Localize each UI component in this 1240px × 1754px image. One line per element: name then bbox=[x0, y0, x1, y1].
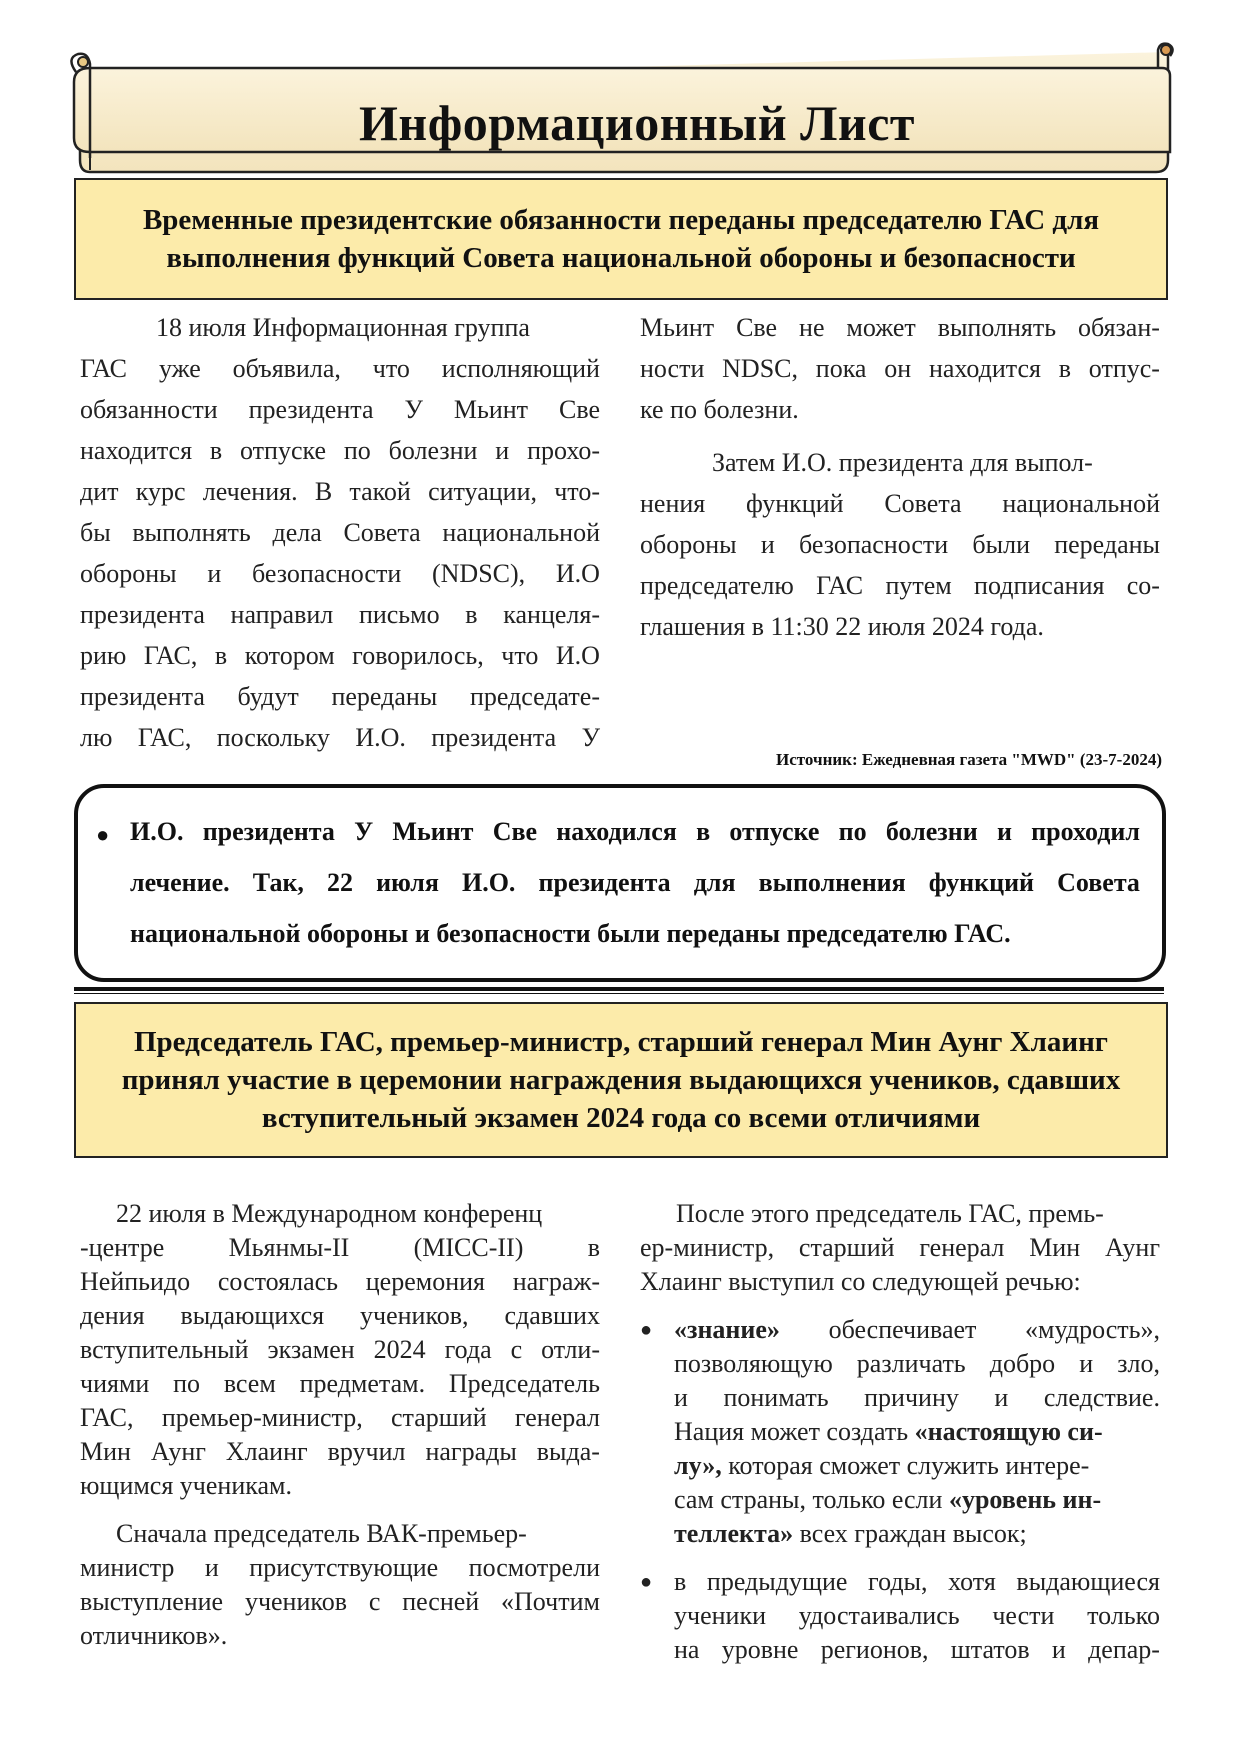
article2-right-column bbox=[640, 1197, 1160, 1667]
text-line: глашения в 11:30 22 июля 2024 года. bbox=[640, 612, 1044, 641]
source-citation: Источник: Ежедневная газета "MWD" (23-7-2024) bbox=[776, 750, 1162, 769]
text-line: чиями по всем предметам. Председатель bbox=[80, 1369, 600, 1398]
text-line: отличников». bbox=[80, 1621, 228, 1650]
headline-line: вступительный экзамен 2024 года со всеми отличиями bbox=[261, 1102, 981, 1134]
text-line: -центре Мьянмы-II (MICC-II) в bbox=[80, 1233, 600, 1262]
text-line: нения функций Совета национальной bbox=[640, 489, 1160, 518]
text-line: теллекта» всех граждан высок; bbox=[674, 1519, 1027, 1548]
text-line: После этого председатель ГАС, премь- bbox=[676, 1199, 1104, 1228]
text-line: бы выполнять дела Совета национальной bbox=[80, 518, 600, 547]
text-line: Мин Аунг Хлаинг вручил награды выда- bbox=[80, 1437, 600, 1466]
page-title: Информационный Лист bbox=[359, 95, 915, 151]
list-item bbox=[640, 1313, 1160, 1551]
summary-box bbox=[74, 784, 1166, 982]
text-line: Нейпьидо состоялась церемония награж- bbox=[80, 1267, 600, 1296]
text-line: дения выдающихся учеников, сдавших bbox=[80, 1301, 600, 1330]
bullet-icon: ● bbox=[640, 1319, 653, 1341]
text-line: «знание» обеспечивает «мудрость», bbox=[674, 1315, 1160, 1344]
text-line: ер-министр, старший генерал Мин Аунг bbox=[640, 1233, 1160, 1262]
list-item bbox=[640, 1565, 1160, 1667]
text-line: дит курс лечения. В такой ситуации, что- bbox=[80, 477, 600, 506]
article1-headline bbox=[74, 178, 1168, 300]
summary-line: И.О. президента У Мьинт Све находился в отпуске по болезни и проходил bbox=[130, 817, 1140, 846]
headline-line: Председатель ГАС, премьер-министр, старший генерал Мин Аунг Хлаинг bbox=[134, 1026, 1108, 1058]
text-line: президента будут переданы председате- bbox=[80, 682, 600, 711]
text-line: находится в отпуске по болезни и прохо- bbox=[80, 436, 600, 465]
article2-left-column bbox=[80, 1197, 600, 1653]
text-line: сам страны, только если «уровень ин- bbox=[674, 1485, 1102, 1514]
bullet-icon: ● bbox=[96, 822, 110, 847]
text-line: позволяющую различать добро и зло, bbox=[674, 1349, 1160, 1378]
text-line: министр и присутствующие посмотрели bbox=[80, 1553, 600, 1582]
text-line: ученики удостаивались чести только bbox=[674, 1601, 1160, 1630]
text-line: в предыдущие годы, хотя выдающиеся bbox=[674, 1567, 1160, 1596]
text-line: 22 июля в Международном конференц bbox=[116, 1199, 543, 1228]
text-line: выступление учеников с песней «Почтим bbox=[80, 1587, 600, 1616]
text-line: Затем И.О. президента для выпол- bbox=[712, 448, 1093, 477]
text-line: обязанности президента У Мьинт Све bbox=[80, 395, 600, 424]
text-line: Мьинт Све не может выполнять обязан- bbox=[640, 313, 1160, 342]
headline-line: Временные президентские обязанности переданы председателю ГАС для bbox=[142, 204, 1100, 236]
text-line: 18 июля Информационная группа bbox=[156, 313, 530, 342]
text-line: ГАС уже объявила, что исполняющий bbox=[80, 354, 600, 383]
summary-line: лечение. Так, 22 июля И.О. президента для выполнения функций Совета bbox=[130, 868, 1140, 897]
text-line: ке по болезни. bbox=[640, 395, 799, 424]
text-line: Нация может создать «настоящую си- bbox=[674, 1417, 1103, 1446]
text-line: лю ГАС, поскольку И.О. президента У bbox=[80, 723, 600, 752]
text-line: ности NDSC, пока он находится в отпус- bbox=[640, 354, 1160, 383]
text-line: ГАС, премьер-министр, старший генерал bbox=[80, 1403, 600, 1432]
text-line: лу», которая сможет служить интере- bbox=[674, 1451, 1090, 1480]
text-line: Сначала председатель ВАК-премьер- bbox=[116, 1519, 527, 1548]
text-line: президента направил письмо в канцеля- bbox=[80, 600, 600, 629]
headline-line: выполнения функций Совета национальной обороны и безопасности bbox=[166, 242, 1076, 274]
article1-left-column bbox=[80, 307, 600, 758]
text-line: Хлаинг выступил со следующей речью: bbox=[640, 1267, 1081, 1296]
summary-line: национальной обороны и безопасности были переданы председателю ГАС. bbox=[130, 919, 1011, 948]
text-line: вступительный экзамен 2024 года с отли- bbox=[80, 1335, 600, 1364]
bullet-icon: ● bbox=[640, 1571, 653, 1593]
text-line: рию ГАС, в котором говорилось, что И.О bbox=[80, 641, 600, 670]
text-line: ющимся ученикам. bbox=[80, 1471, 292, 1500]
headline-line: принял участие в церемонии награждения выдающихся учеников, сдавших bbox=[121, 1064, 1121, 1096]
text-line: председателю ГАС путем подписания со- bbox=[640, 571, 1160, 600]
article1-right-column bbox=[640, 307, 1160, 647]
title-banner bbox=[68, 42, 1176, 174]
text-line: на уровне регионов, штатов и депар- bbox=[674, 1635, 1160, 1664]
text-line: и понимать причину и следствие. bbox=[674, 1383, 1160, 1412]
text-line: обороны и безопасности были переданы bbox=[640, 530, 1160, 559]
double-divider bbox=[74, 987, 1164, 995]
article2-headline bbox=[74, 1002, 1168, 1158]
text-line: обороны и безопасности (NDSC), И.О bbox=[80, 559, 600, 588]
